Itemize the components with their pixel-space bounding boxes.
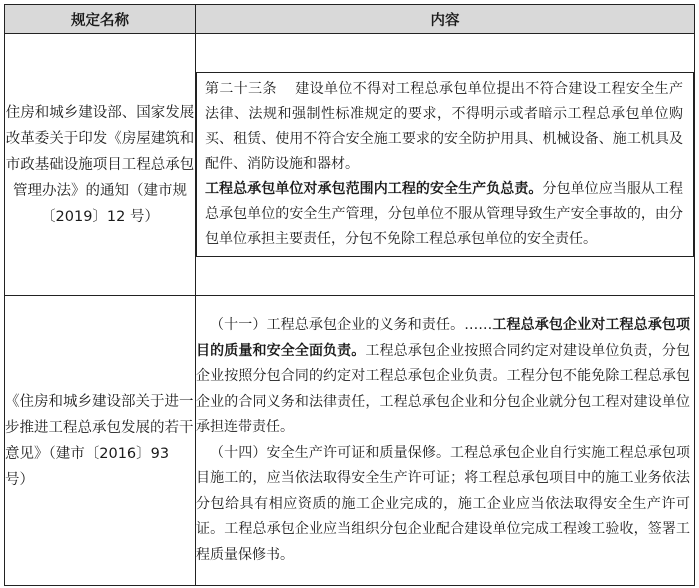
item-eleven-text: 工程总承包企业按照合同约定对建设单位负责，分包企业按照分包合同的约定对工程总承包企业负责。工程分包不能免除工程总承包企业的合同义务和法律责任，工程总承包企业和分包企业就分包工程对建设单位承担连带责任。: [196, 342, 691, 435]
item-eleven: [196, 313, 694, 441]
table-row: [5, 296, 695, 586]
item-eleven-lead: （十一）工程总承包企业的义务和责任。……: [210, 317, 493, 333]
header-content: 内容: [196, 5, 695, 34]
regulation-name-cell: [5, 34, 196, 296]
regulation-content-cell: [196, 296, 695, 586]
item-fourteen: [196, 441, 694, 569]
header-row: [5, 5, 695, 34]
regulation-name-cell: [5, 296, 196, 586]
article-label: 第二十三条: [205, 81, 277, 97]
article-text-2: 分包单位应当服从工程总承包单位的安全生产管理，分包单位不服从管理导致生产安全事故的，由分包单位承担主要责任，分包不免除工程总承包单位的安全责任。: [205, 181, 683, 247]
item-eleven-bold: 工程总承包企业对工程总承包项目的质量和安全全面负责。: [196, 317, 690, 359]
header-name: 规定名称: [5, 5, 196, 34]
article-bold-text: 工程总承包单位对承包范围内工程的安全生产负总责。: [205, 181, 543, 197]
regulation-content-cell: [196, 34, 695, 296]
article-text: 建设单位不得对工程总承包单位提出不符合建设工程安全生产法律、法规和强制性标准规定的要求，不得明示或者暗示工程总承包单位购买、租赁、使用不符合安全施工要求的安全防护用具、机械设备、施工机具及配件、消防设施和器材。: [205, 81, 683, 172]
regulation-table: [4, 4, 695, 586]
regulation-name: 《住房和城乡建设部关于进一步推进工程总承包发展的若干意见》（建市〔2016〕93 号）: [5, 393, 194, 488]
table-row: [5, 34, 695, 296]
article-box: [196, 72, 694, 257]
item-fourteen-text: （十四）安全生产许可证和质量保修。工程总承包企业自行实施工程总承包项目施工的，应当依法取得安全生产许可证；将工程总承包项目中的施工业务依法分包给具有相应资质的施工企业完成的，施工企业应当依法取得安全生产许可证。工程总承包企业应当组织分包企业配合建设单位完成工程竣工验收，签署工程质量保修书。: [196, 444, 690, 563]
regulation-name: 住房和城乡建设部、国家发展改革委关于印发《房屋建筑和市政基础设施项目工程总承包管理办法》的通知（建市规〔2019〕12 号）: [5, 104, 195, 225]
